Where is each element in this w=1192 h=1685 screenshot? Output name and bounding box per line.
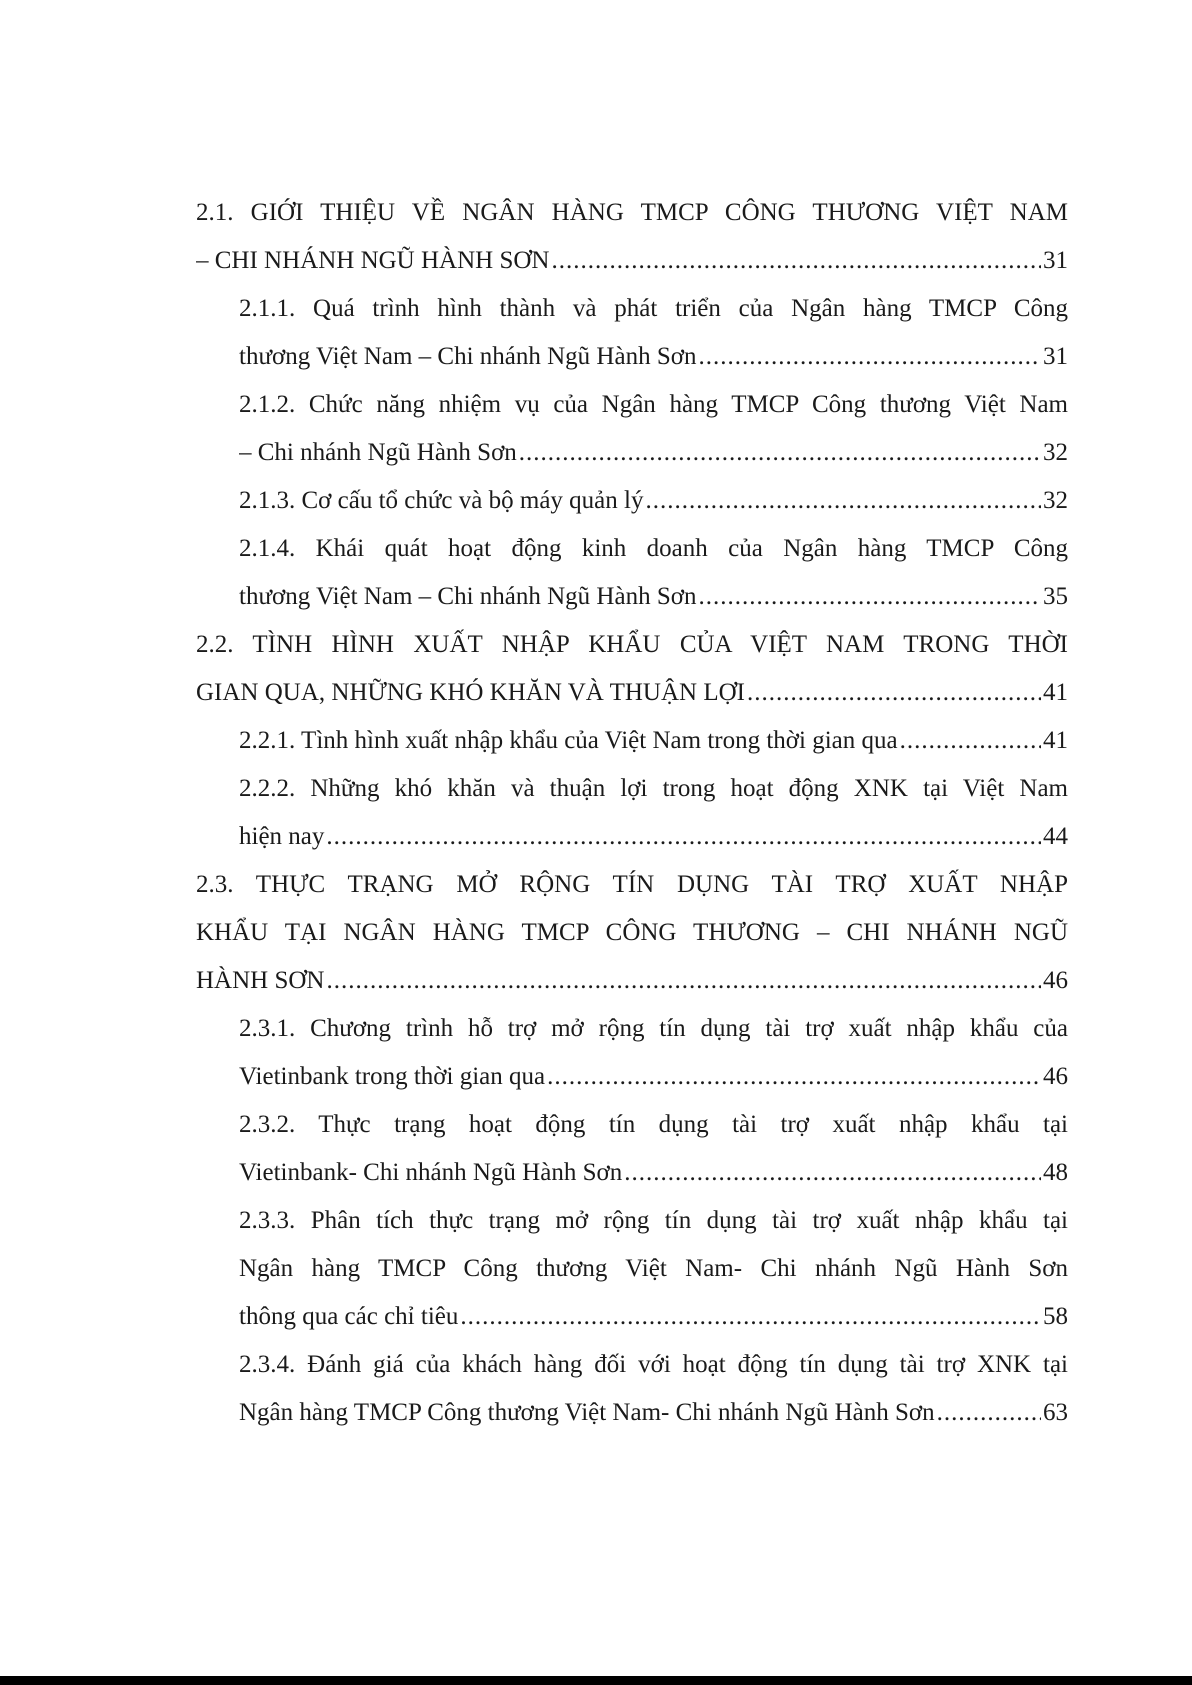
dot-leader xyxy=(326,813,1041,861)
toc-entry[interactable] xyxy=(196,1197,1068,1341)
toc-page-number: 31 xyxy=(1043,247,1068,274)
toc-entry[interactable] xyxy=(196,525,1068,621)
toc-page-number: 32 xyxy=(1043,439,1068,466)
toc-entry[interactable] xyxy=(196,381,1068,477)
toc-page-number: 32 xyxy=(1043,487,1068,514)
toc-entry-text-line: 2.1. GIỚI THIỆU VỀ NGÂN HÀNG TMCP CÔNG THƯƠNG VIỆT NAM xyxy=(196,199,1068,226)
toc-entry-last-line xyxy=(239,1389,1068,1437)
toc-page-number: 31 xyxy=(1043,343,1068,370)
toc-page-number: 44 xyxy=(1043,823,1068,850)
toc-entry-last-line xyxy=(196,669,1068,717)
toc-entry-title: 2.1.3. Cơ cấu tổ chức và bộ máy quản lý xyxy=(239,487,644,514)
page-bottom-border xyxy=(0,1676,1192,1685)
toc-entry-title: HÀNH SƠN xyxy=(196,967,325,994)
dot-leader xyxy=(547,1053,1041,1101)
toc-entry-text-line: 2.1.4. Khái quát hoạt động kinh doanh của Ngân hàng TMCP Công xyxy=(239,535,1068,562)
toc-entry[interactable] xyxy=(196,1101,1068,1197)
toc-entry-title: 2.2.1. Tình hình xuất nhập khẩu của Việt Nam trong thời gian qua xyxy=(239,727,898,754)
toc-entry[interactable] xyxy=(196,285,1068,381)
toc-page-number: 46 xyxy=(1043,1063,1068,1090)
dot-leader xyxy=(326,957,1041,1005)
toc-entry-title: thương Việt Nam – Chi nhánh Ngũ Hành Sơn xyxy=(239,583,697,610)
toc-entry-text-line: 2.2.2. Những khó khăn và thuận lợi trong hoạt động XNK tại Việt Nam xyxy=(239,775,1068,802)
toc-entry-last-line xyxy=(239,477,1068,525)
toc-entry-text-line: 2.3.2. Thực trạng hoạt động tín dụng tài trợ xuất nhập khẩu tại xyxy=(239,1111,1068,1138)
toc-entry-last-line xyxy=(196,957,1068,1005)
toc-entry-text-line: 2.3.1. Chương trình hỗ trợ mở rộng tín dụng tài trợ xuất nhập khẩu của xyxy=(239,1015,1068,1042)
toc-entry-title: Vietinbank trong thời gian qua xyxy=(239,1063,546,1090)
dot-leader xyxy=(747,669,1041,717)
toc-entry-title: hiện nay xyxy=(239,823,325,850)
toc-entry-text-line: 2.2. TÌNH HÌNH XUẤT NHẬP KHẨU CỦA VIỆT NAM TRONG THỜI xyxy=(196,631,1068,658)
toc-entry[interactable] xyxy=(196,1005,1068,1101)
toc-entry[interactable] xyxy=(196,477,1068,525)
toc-entry-title: GIAN QUA, NHỮNG KHÓ KHĂN VÀ THUẬN LỢI xyxy=(196,679,745,706)
toc-entry-last-line xyxy=(196,237,1068,285)
table-of-contents xyxy=(196,189,1068,1437)
toc-entry-title: thương Việt Nam – Chi nhánh Ngũ Hành Sơn xyxy=(239,343,697,370)
toc-page-number: 58 xyxy=(1043,1303,1068,1330)
dot-leader xyxy=(937,1389,1041,1437)
toc-entry-last-line xyxy=(239,573,1068,621)
toc-entry-text-line: 2.3.3. Phân tích thực trạng mở rộng tín dụng tài trợ xuất nhập khẩu tại xyxy=(239,1207,1068,1234)
toc-entry[interactable] xyxy=(196,621,1068,717)
dot-leader xyxy=(624,1149,1041,1197)
toc-entry-title: Vietinbank- Chi nhánh Ngũ Hành Sơn xyxy=(239,1159,623,1186)
toc-page-number: 63 xyxy=(1043,1399,1068,1426)
dot-leader xyxy=(460,1293,1041,1341)
toc-entry-text-line: KHẨU TẠI NGÂN HÀNG TMCP CÔNG THƯƠNG – CHI NHÁNH NGŨ xyxy=(196,919,1068,946)
toc-entry-text-line: Ngân hàng TMCP Công thương Việt Nam- Chi nhánh Ngũ Hành Sơn xyxy=(239,1255,1068,1282)
dot-leader xyxy=(698,573,1041,621)
toc-page-number: 41 xyxy=(1043,679,1068,706)
toc-entry-text-line: 2.3. THỰC TRẠNG MỞ RỘNG TÍN DỤNG TÀI TRỢ XUẤT NHẬP xyxy=(196,871,1068,898)
toc-entry-last-line xyxy=(239,1053,1068,1101)
toc-entry-title: – Chi nhánh Ngũ Hành Sơn xyxy=(239,439,517,466)
dot-leader xyxy=(645,477,1041,525)
toc-entry-last-line xyxy=(239,1293,1068,1341)
toc-entry-title: – CHI NHÁNH NGŨ HÀNH SƠN xyxy=(196,247,550,274)
toc-entry[interactable] xyxy=(196,765,1068,861)
toc-entry-text-line: 2.3.4. Đánh giá của khách hàng đối với hoạt động tín dụng tài trợ XNK tại xyxy=(239,1351,1068,1378)
dot-leader xyxy=(551,237,1041,285)
toc-entry[interactable] xyxy=(196,1341,1068,1437)
dot-leader xyxy=(900,717,1041,765)
toc-entry-title: thông qua các chỉ tiêu xyxy=(239,1303,459,1330)
toc-entry-last-line xyxy=(239,333,1068,381)
toc-entry[interactable] xyxy=(196,717,1068,765)
toc-page-number: 35 xyxy=(1043,583,1068,610)
toc-page-number: 46 xyxy=(1043,967,1068,994)
toc-entry-text-line: 2.1.1. Quá trình hình thành và phát triển của Ngân hàng TMCP Công xyxy=(239,295,1068,322)
toc-entry[interactable] xyxy=(196,189,1068,285)
toc-entry-last-line xyxy=(239,1149,1068,1197)
toc-entry[interactable] xyxy=(196,861,1068,1005)
toc-page-number: 41 xyxy=(1043,727,1068,754)
toc-entry-last-line xyxy=(239,813,1068,861)
dot-leader xyxy=(698,333,1041,381)
toc-entry-last-line xyxy=(239,429,1068,477)
toc-entry-last-line xyxy=(239,717,1068,765)
toc-entry-title: Ngân hàng TMCP Công thương Việt Nam- Chi nhánh Ngũ Hành Sơn xyxy=(239,1399,935,1426)
toc-page-number: 48 xyxy=(1043,1159,1068,1186)
dot-leader xyxy=(519,429,1041,477)
toc-entry-text-line: 2.1.2. Chức năng nhiệm vụ của Ngân hàng TMCP Công thương Việt Nam xyxy=(239,391,1068,418)
